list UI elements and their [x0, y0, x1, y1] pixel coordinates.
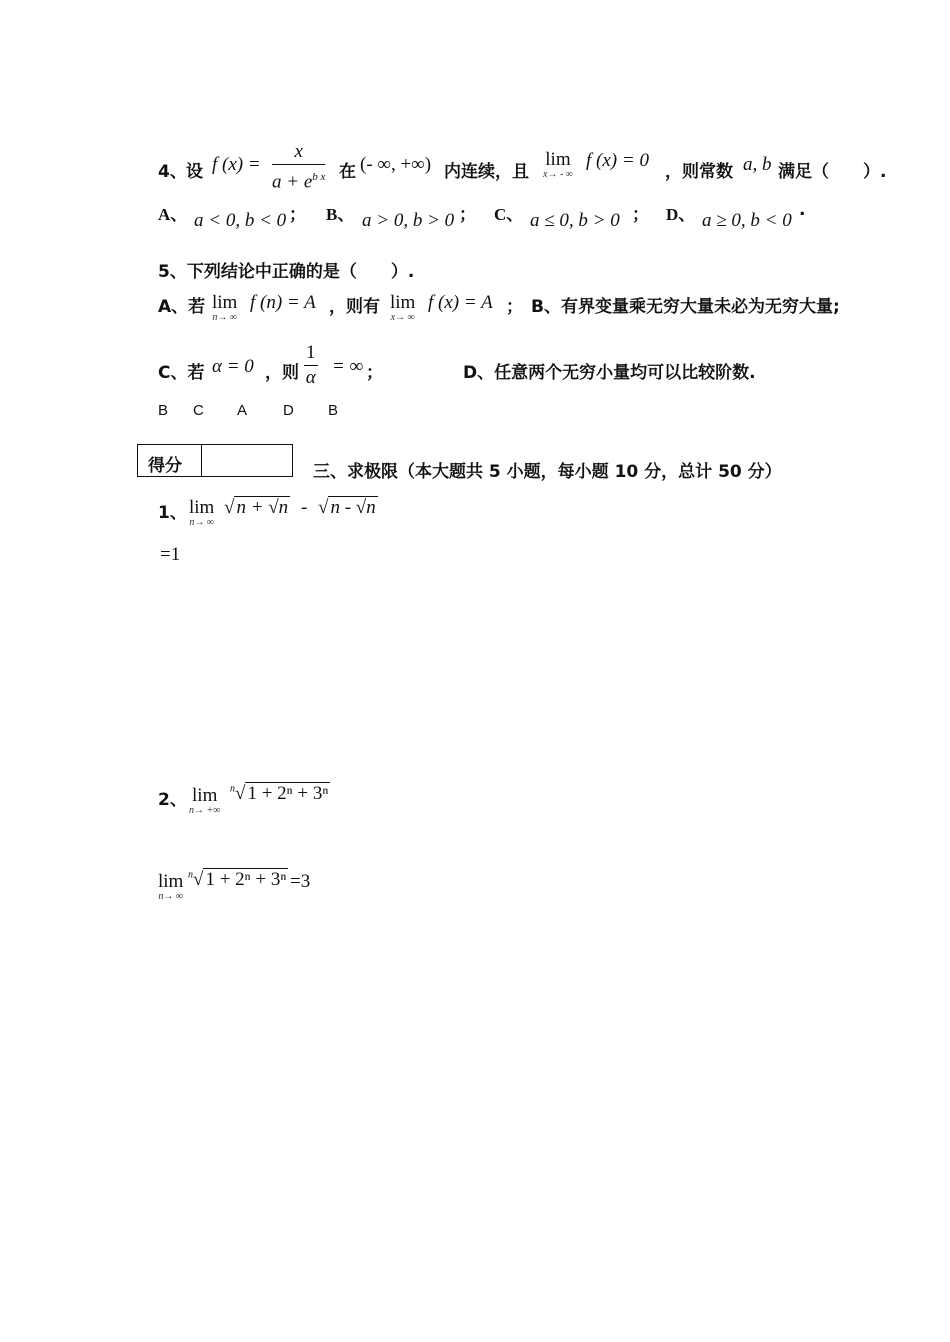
q5-a-lim2-sub: x→ ∞ [390, 312, 415, 323]
q5-c-expr: α = 0 [212, 356, 254, 377]
p1-radicand-2: n - √n [330, 497, 376, 518]
q4-frac-denominator [272, 165, 325, 194]
q4-option-c-expr: a ≤ 0, b > 0 [530, 210, 620, 231]
q5-a-lim1-sub: n→ ∞ [212, 312, 237, 323]
p2-answer-root-index: n [188, 869, 193, 881]
p2-lim-sub: n→ +∞ [189, 805, 221, 816]
p1-limit [189, 498, 214, 528]
q4-limit [543, 150, 573, 180]
q4-option-b-expr: a > 0, b > 0 [362, 210, 455, 231]
q5-a-expr2: f (x) = A [428, 292, 493, 313]
answer-3: A [237, 402, 248, 419]
q5-a-end: ； [506, 297, 523, 317]
section3-heading: 三、求极限（本大题共 5 小题，每小题 10 分，总计 50 分） [313, 462, 782, 482]
q4-option-d-expr: a ≥ 0, b < 0 [702, 210, 792, 231]
q5-c-fraction [304, 341, 318, 390]
answer-4: D [283, 402, 294, 419]
q4-lim-word: lim [545, 149, 571, 170]
q4-interval: (- ∞, +∞) [360, 154, 432, 175]
p2-answer-limit [158, 872, 183, 902]
p2-answer-root: $^n$√ 1 + 2ⁿ + 3ⁿ [188, 869, 287, 890]
q4-set-word: 设 [186, 162, 203, 182]
q4-option-a-sep: ； [289, 205, 306, 225]
p2-lim-word: lim [192, 785, 218, 806]
p2-answer-lim-word: lim [158, 871, 184, 892]
p2-answer-rhs: =3 [290, 871, 311, 892]
q5-c-rhs: = ∞ [332, 356, 364, 377]
p2-radicand: 1 + 2ⁿ + 3ⁿ [247, 783, 329, 804]
p2-answer-radicand: 1 + 2ⁿ + 3ⁿ [205, 869, 287, 890]
q5-option-a-label: A、若 [158, 297, 206, 317]
q4-fraction [272, 140, 325, 194]
q5-c-frac-num: 1 [304, 341, 318, 366]
q4-frac-numerator: x [272, 140, 325, 165]
score-label: 得分 [148, 456, 182, 476]
score-box [137, 444, 293, 477]
q4-option-d-sep: . [799, 200, 806, 220]
p1-lim-sub: n→ ∞ [189, 517, 214, 528]
p1-minus: - [301, 497, 308, 518]
q4-option-a-expr: a < 0, b < 0 [194, 210, 287, 231]
q5-c-mid: ，则 [265, 363, 299, 383]
q4-option-b-sep: ； [459, 205, 476, 225]
answer-1: B [158, 402, 169, 419]
q4-lim-expr: f (x) = 0 [586, 150, 649, 171]
q5-a-lim1-word: lim [212, 292, 238, 313]
p2-limit [189, 786, 220, 816]
q5-a-expr1: f (n) = A [250, 292, 316, 313]
q5-c-frac-den: α [305, 367, 316, 388]
q4-continuous: 内连续，且 [444, 162, 529, 182]
p1-answer: =1 [160, 544, 181, 565]
q4-then: ，则常数 [665, 162, 733, 182]
q5-a-lim2-word: lim [390, 292, 416, 313]
p2-answer-lim-sub: n→ ∞ [158, 891, 183, 902]
q5-a-limit2 [390, 293, 415, 323]
q4-option-b-label: B、 [326, 205, 355, 224]
q4-option-c-label: C、 [494, 205, 524, 224]
p2-root: $^n$√ 1 + 2ⁿ + 3ⁿ [230, 783, 329, 804]
q5-a-mid: ，则有 [329, 297, 380, 317]
q4-option-a-label: A、 [158, 205, 188, 224]
p1-lim-word: lim [189, 497, 215, 518]
p1-sqrt-2: √ n - √n [318, 497, 376, 518]
q4-frac-den-base: a + e [272, 171, 313, 193]
p2-number: 2、 [158, 790, 187, 810]
answer-5: B [328, 402, 339, 419]
q5-c-end: ； [366, 363, 383, 383]
q4-frac-den-exp: b x [312, 171, 326, 183]
q5-option-d: D、任意两个无穷小量均可以比较阶数. [463, 363, 756, 383]
q5-title: 5、下列结论中正确的是（ ）. [158, 262, 415, 282]
q4-satisfy: 满足（ ）. [778, 162, 887, 182]
q5-a-limit1 [212, 293, 237, 323]
answer-2: C [193, 402, 204, 419]
q4-ab: a, b [743, 154, 772, 175]
q5-option-b: B、有界变量乘无穷大量未必为无穷大量; [531, 297, 840, 317]
score-box-divider [201, 445, 202, 476]
q4-option-d-label: D、 [666, 205, 696, 224]
q4-function: f (x) = [212, 154, 261, 175]
p1-radicand-1: n + √n [236, 497, 289, 518]
p1-number: 1、 [158, 503, 187, 523]
q5-option-c-label: C、若 [158, 363, 205, 383]
p1-sqrt-1: √ n + √n [224, 497, 289, 518]
q4-lim-sub: x→ - ∞ [543, 169, 573, 180]
q4-number: 4、 [158, 162, 187, 182]
q4-option-c-sep: ； [632, 205, 649, 225]
p2-root-index: n [230, 783, 235, 795]
q4-in-word: 在 [339, 162, 356, 182]
